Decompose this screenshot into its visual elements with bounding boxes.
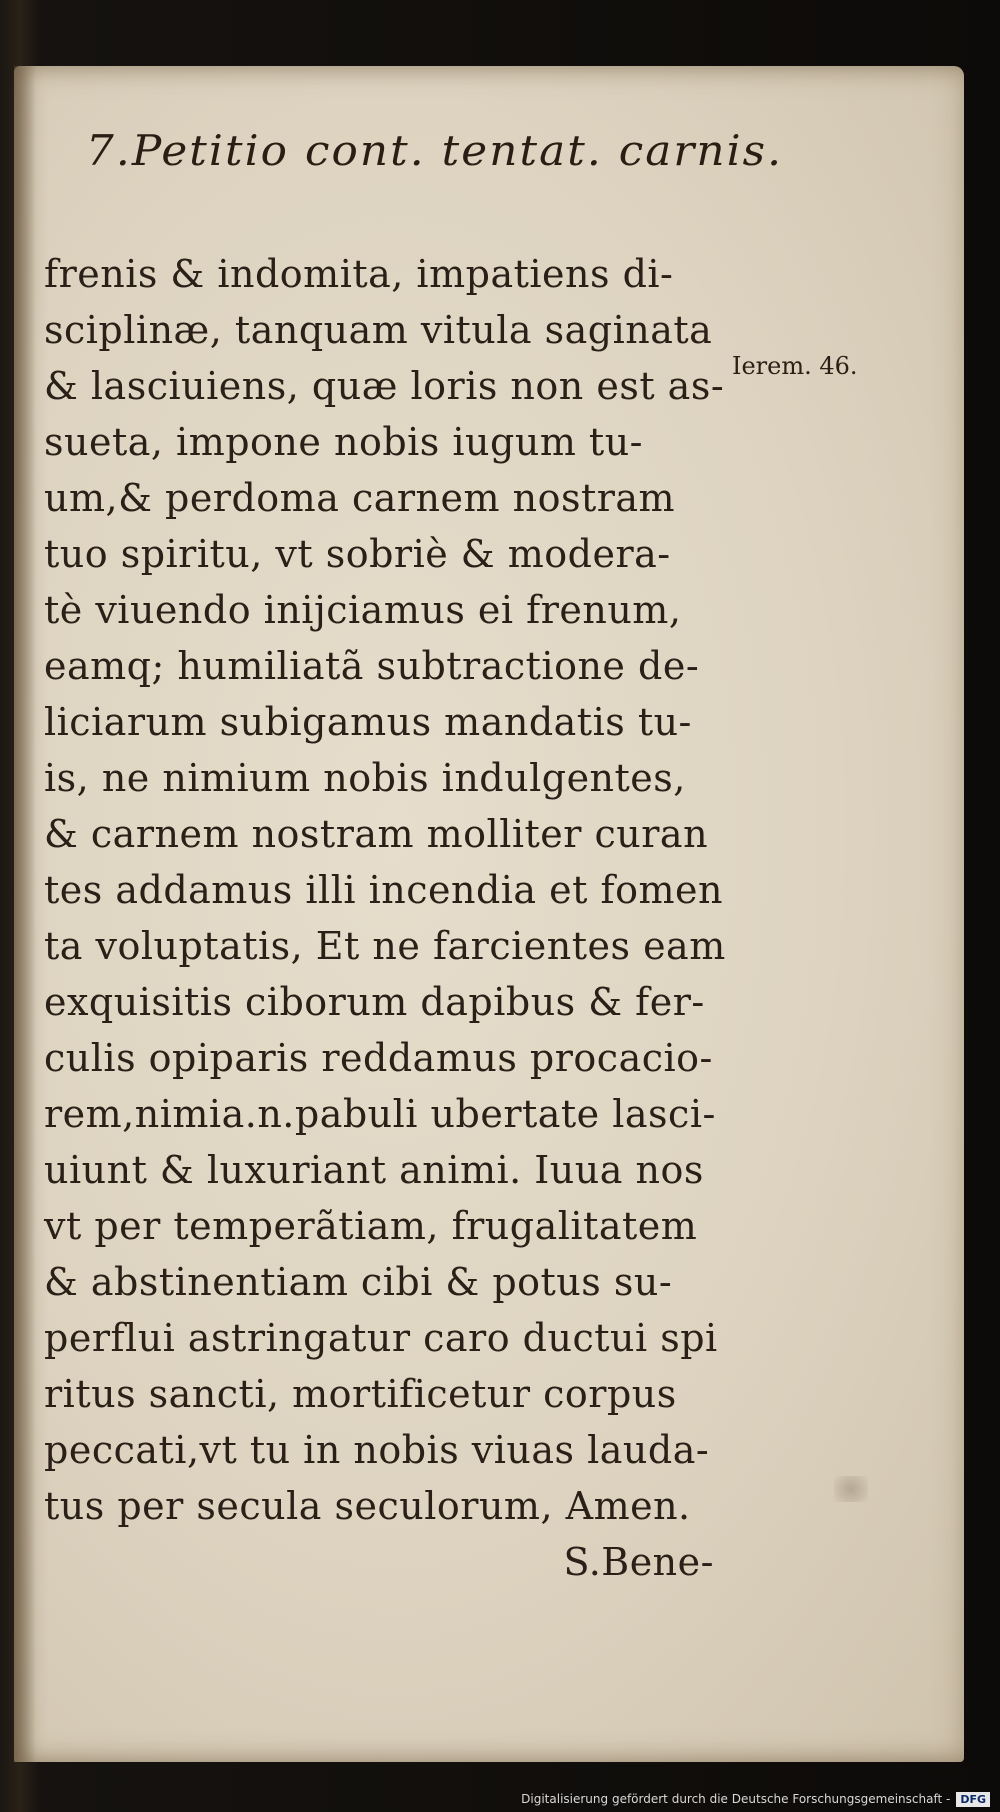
text-line: sueta, impone nobis iugum tu- — [44, 420, 644, 464]
dfg-logo: DFG — [956, 1792, 990, 1807]
text-line: ritus sancti, mortificetur corpus — [44, 1372, 677, 1416]
digitization-footer — [521, 1788, 990, 1810]
text-line: liciarum subigamus mandatis tu- — [44, 700, 692, 744]
text-line: sciplinæ, tanquam vitula saginata — [44, 308, 713, 352]
text-line: frenis & indomita, impatiens di- — [44, 252, 674, 296]
text-line: perflui astringatur caro ductui spi — [44, 1316, 718, 1360]
text-line: rem,nimia.n.pabuli ubertate lasci- — [44, 1092, 716, 1136]
running-header: 7.Petitio cont. tentat. carnis. — [86, 126, 784, 175]
text-line: is, ne nimium nobis indulgentes, — [44, 756, 686, 800]
text-line: eamq; humiliatã subtractione de- — [44, 644, 700, 688]
catchword: S.Bene- — [563, 1540, 714, 1584]
text-line: tes addamus illi incendia et fomen — [44, 868, 723, 912]
text-line: ta voluptatis, Et ne farcientes eam — [44, 924, 726, 968]
text-line: uiunt & luxuriant animi. Iuua nos — [44, 1148, 704, 1192]
book-page — [14, 66, 964, 1762]
text-line: um,& perdoma carnem nostram — [44, 476, 676, 520]
text-line: & lasciuiens, quæ loris non est as- — [44, 364, 725, 408]
main-text — [44, 246, 744, 1590]
text-line: & carnem nostram molliter curan — [44, 812, 709, 856]
text-line: tuo spiritu, vt sobriè & modera- — [44, 532, 671, 576]
ink-smudge — [834, 1476, 868, 1502]
text-line: vt per temperãtiam, frugalitatem — [44, 1204, 698, 1248]
margin-note: Ierem. 46. — [732, 352, 858, 380]
text-line: tè viuendo inijciamus ei frenum, — [44, 588, 682, 632]
footer-text: Digitalisierung gefördert durch die Deutsche Forschungsgemeinschaft - — [521, 1792, 951, 1806]
text-line: & abstinentiam cibi & potus su- — [44, 1260, 673, 1304]
text-line: culis opiparis reddamus procacio- — [44, 1036, 713, 1080]
text-line: exquisitis ciborum dapibus & fer- — [44, 980, 705, 1024]
text-line: peccati,vt tu in nobis viuas lauda- — [44, 1428, 710, 1472]
text-line: tus per secula seculorum, Amen. — [44, 1484, 691, 1528]
